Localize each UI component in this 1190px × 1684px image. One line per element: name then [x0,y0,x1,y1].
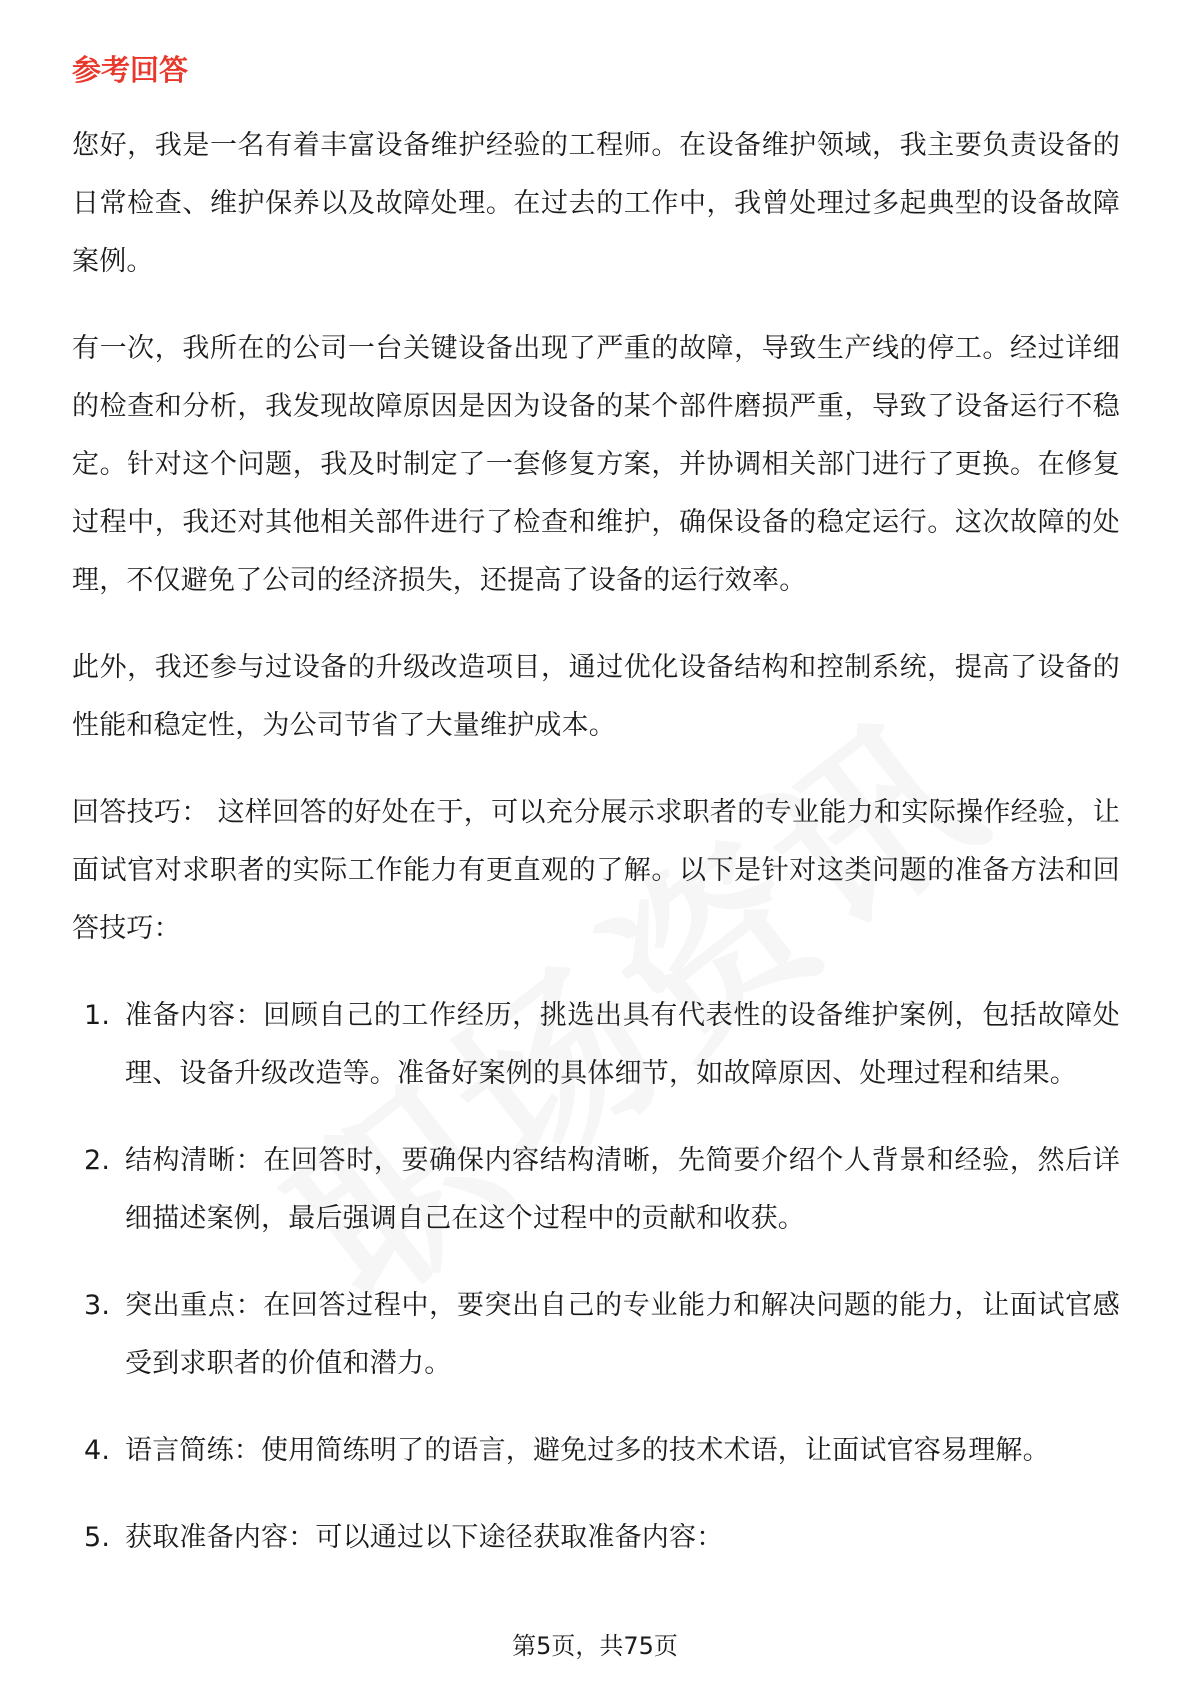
list-item-text: 结构清晰：在回答时，要确保内容结构清晰，先简要介绍个人背景和经验，然后详细描述案例，最后强调自己在这个过程中的贡献和收获。 [125,1145,1120,1234]
page-number: 第5页，共75页 [512,1632,678,1660]
list-item-text: 语言简练：使用简练明了的语言，避免过多的技术术语，让面试官容易理解。 [125,1435,1050,1466]
list-item-number: 1. [84,1000,111,1031]
list-item [72,1509,1120,1567]
list-item [72,1277,1120,1393]
list-item-text: 突出重点：在回答过程中，要突出自己的专业能力和解决问题的能力，让面试官感受到求职者的价值和潜力。 [125,1290,1120,1379]
paragraph-intro: 您好，我是一名有着丰富设备维护经验的工程师。在设备维护领域，我主要负责设备的日常检查、维护保养以及故障处理。在过去的工作中，我曾处理过多起典型的设备故障案例。 [72,130,1120,277]
list-item-number: 4. [84,1435,111,1466]
list-item-number: 2. [84,1145,111,1176]
paragraph-case: 有一次，我所在的公司一台关键设备出现了严重的故障，导致生产线的停工。经过详细的检查和分析，我发现故障原因是因为设备的某个部件磨损严重，导致了设备运行不稳定。针对这个问题，我及时制定了一套修复方案，并协调相关部门进行了更换。在修复过程中，我还对其他相关部件进行了检查和维护，确保设备的稳定运行。这次故障的处理，不仅避免了公司的经济损失，还提高了设备的运行效率。 [72,333,1120,596]
list-item-number: 3. [84,1290,111,1321]
paragraph-upgrade: 此外，我还参与过设备的升级改造项目，通过优化设备结构和控制系统，提高了设备的性能和稳定性，为公司节省了大量维护成本。 [72,652,1120,741]
list-item [72,987,1120,1103]
list-item [72,1132,1120,1248]
list-item-text: 准备内容：回顾自己的工作经历，挑选出具有代表性的设备维护案例，包括故障处理、设备升级改造等。准备好案例的具体细节，如故障原因、处理过程和结果。 [125,1000,1120,1089]
tips-text: 这样回答的好处在于，可以充分展示求职者的专业能力和实际操作经验，让面试官对求职者的实际工作能力有更直观的了解。以下是针对这类问题的准备方法和回答技巧： [72,797,1121,944]
tips-list [72,987,1120,1567]
tips-label: 回答技巧： [72,797,209,828]
paragraph-tips [72,784,1120,958]
section-heading: 参考回答 [72,53,189,87]
list-item-text: 获取准备内容：可以通过以下途径获取准备内容： [125,1522,724,1553]
list-item-number: 5. [84,1522,111,1553]
answer-content [72,117,1120,1596]
list-item [72,1422,1120,1480]
